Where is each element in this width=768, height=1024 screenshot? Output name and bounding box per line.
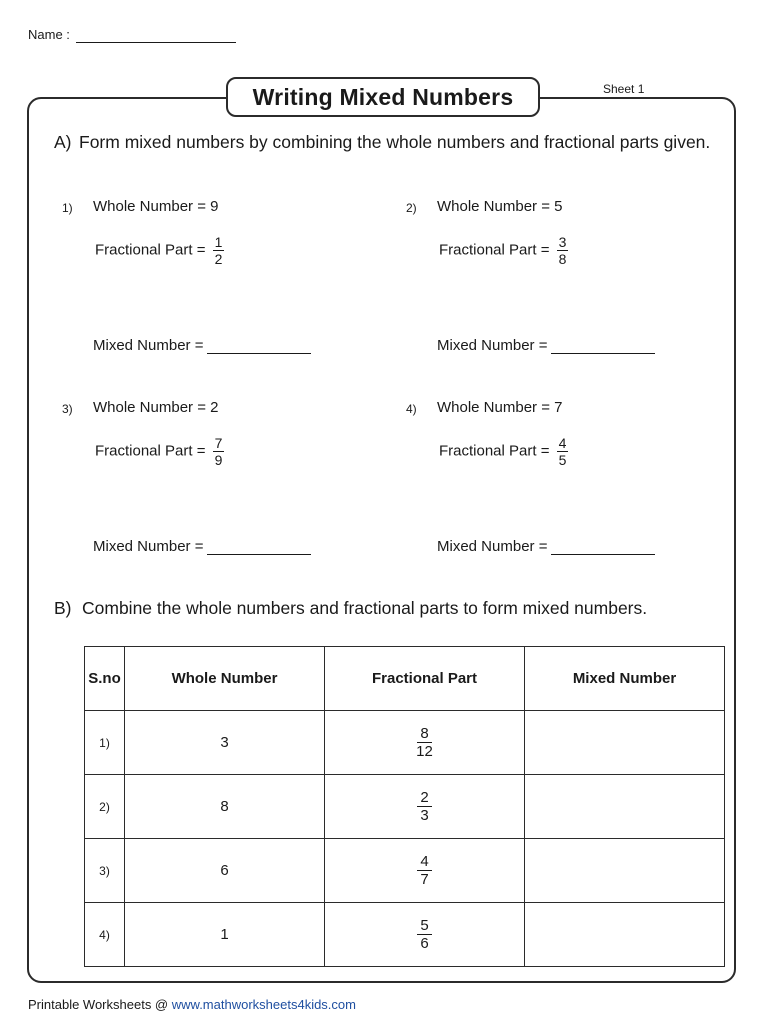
fraction xyxy=(557,234,569,267)
row-whole-number: 8 xyxy=(125,775,325,839)
whole-number-line xyxy=(437,399,562,416)
row-mixed-number-answer[interactable] xyxy=(525,839,725,903)
row-whole-number: 6 xyxy=(125,839,325,903)
mixed-number-line xyxy=(93,538,311,555)
whole-number-label: Whole Number = xyxy=(93,399,206,416)
row-fractional-part xyxy=(325,711,525,775)
row-fractional-part xyxy=(325,903,525,967)
table-row xyxy=(85,839,725,903)
answer-blank[interactable] xyxy=(551,538,655,555)
row-mixed-number-answer[interactable] xyxy=(525,711,725,775)
whole-number-label: Whole Number = xyxy=(437,399,550,416)
whole-number-line xyxy=(437,198,562,215)
header-sno: S.no xyxy=(85,647,125,711)
section-a-text: Form mixed numbers by combining the whole numbers and fractional parts given. xyxy=(79,132,711,152)
numerator: 5 xyxy=(417,917,431,935)
section-a-letter: A) xyxy=(54,132,72,152)
whole-number-label: Whole Number = xyxy=(437,198,550,215)
fraction xyxy=(417,789,431,824)
denominator: 12 xyxy=(416,743,433,760)
numerator: 2 xyxy=(417,789,431,807)
table-row xyxy=(85,711,725,775)
whole-number-value: 9 xyxy=(210,198,219,215)
mixed-number-label: Mixed Number = xyxy=(93,538,204,555)
whole-number-value: 5 xyxy=(554,198,563,215)
row-fractional-part xyxy=(325,775,525,839)
answer-blank[interactable] xyxy=(207,337,311,354)
section-b-text: Combine the whole numbers and fractional parts to form mixed numbers. xyxy=(82,598,648,618)
fractional-part-line xyxy=(95,435,224,468)
denominator: 2 xyxy=(214,251,223,267)
section-b-instruction xyxy=(54,598,648,619)
fractional-part-label: Fractional Part = xyxy=(439,442,550,460)
table-header-row xyxy=(85,647,725,711)
fractional-part-label: Fractional Part = xyxy=(95,442,206,460)
whole-number-line xyxy=(93,399,218,416)
problem-number: 3) xyxy=(62,402,73,416)
answer-blank[interactable] xyxy=(207,538,311,555)
numerator: 7 xyxy=(214,435,223,451)
table-row xyxy=(85,903,725,967)
fraction xyxy=(417,853,431,888)
denominator: 7 xyxy=(420,871,429,888)
answer-blank[interactable] xyxy=(551,337,655,354)
whole-number-value: 7 xyxy=(554,399,563,416)
row-mixed-number-answer[interactable] xyxy=(525,775,725,839)
header-mixed-number: Mixed Number xyxy=(525,647,725,711)
row-sno: 2) xyxy=(85,775,125,839)
problem-number: 1) xyxy=(62,201,73,215)
row-whole-number: 1 xyxy=(125,903,325,967)
whole-number-label: Whole Number = xyxy=(93,198,206,215)
fraction xyxy=(557,435,569,468)
whole-number-line xyxy=(93,198,218,215)
fractional-part-line xyxy=(439,234,568,267)
fraction xyxy=(413,725,436,760)
header-whole-number: Whole Number xyxy=(125,647,325,711)
mixed-number-label: Mixed Number = xyxy=(93,337,204,354)
row-sno: 1) xyxy=(85,711,125,775)
denominator: 5 xyxy=(558,452,567,468)
fractional-part-line xyxy=(439,435,568,468)
table-row xyxy=(85,775,725,839)
problem-number: 2) xyxy=(406,201,417,215)
mixed-number-line xyxy=(93,337,311,354)
row-whole-number: 3 xyxy=(125,711,325,775)
denominator: 6 xyxy=(420,935,429,952)
numerator: 3 xyxy=(558,234,567,250)
row-mixed-number-answer[interactable] xyxy=(525,903,725,967)
fractional-part-label: Fractional Part = xyxy=(439,241,550,259)
fraction xyxy=(213,234,225,267)
page-title: Writing Mixed Numbers xyxy=(226,77,540,117)
numerator: 4 xyxy=(417,853,431,871)
mixed-number-label: Mixed Number = xyxy=(437,538,548,555)
row-fractional-part xyxy=(325,839,525,903)
denominator: 9 xyxy=(214,452,223,468)
whole-number-value: 2 xyxy=(210,399,219,416)
row-sno: 4) xyxy=(85,903,125,967)
section-b-letter: B) xyxy=(54,598,72,618)
mixed-number-line xyxy=(437,337,655,354)
problem-number: 4) xyxy=(406,402,417,416)
numerator: 8 xyxy=(417,725,431,743)
fractional-part-line xyxy=(95,234,224,267)
sheet-label: Sheet 1 xyxy=(603,82,645,96)
header-fractional-part: Fractional Part xyxy=(325,647,525,711)
fractional-part-label: Fractional Part = xyxy=(95,241,206,259)
fraction xyxy=(417,917,431,952)
name-field[interactable] xyxy=(76,42,236,43)
mixed-number-label: Mixed Number = xyxy=(437,337,548,354)
mixed-number-table xyxy=(84,646,725,967)
footer xyxy=(28,997,356,1012)
name-label: Name : xyxy=(28,27,70,42)
mixed-number-line xyxy=(437,538,655,555)
denominator: 8 xyxy=(558,251,567,267)
fraction xyxy=(213,435,225,468)
denominator: 3 xyxy=(420,807,429,824)
footer-label: Printable Worksheets @ xyxy=(28,997,172,1012)
numerator: 1 xyxy=(214,234,223,250)
footer-link[interactable]: www.mathworksheets4kids.com xyxy=(171,997,356,1012)
row-sno: 3) xyxy=(85,839,125,903)
numerator: 4 xyxy=(558,435,567,451)
